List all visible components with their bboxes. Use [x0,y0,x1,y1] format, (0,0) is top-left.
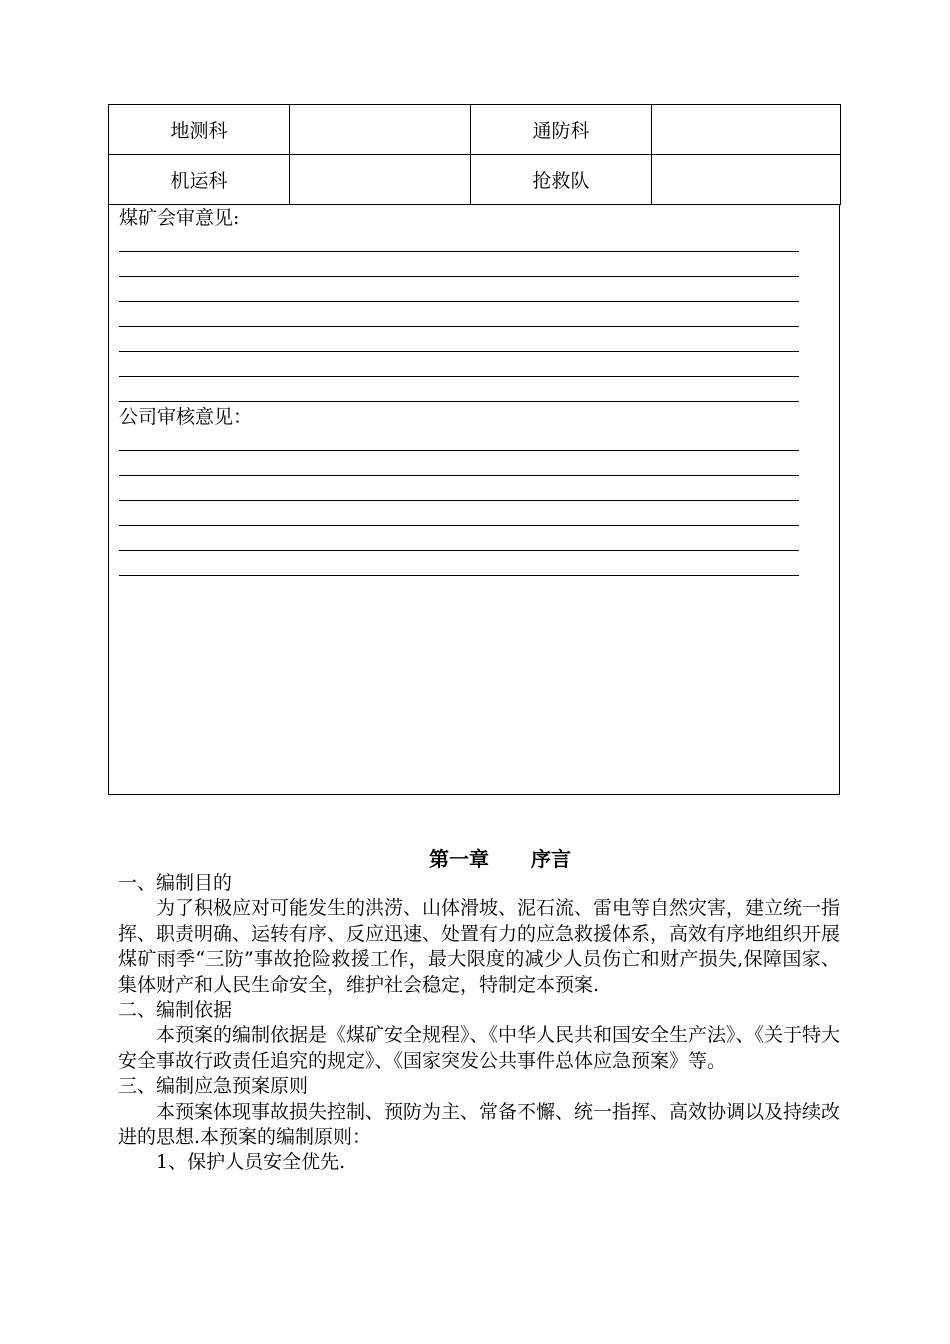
signature-cell [290,155,471,205]
company-review-label: 公司审核意见： [119,406,253,428]
writing-line [119,475,799,476]
section-heading: 一、编制目的 [118,872,233,894]
signature-cell [652,105,841,155]
signature-cell [290,105,471,155]
writing-line [119,500,799,501]
dept-name-cell: 地测科 [109,105,290,155]
writing-line [119,450,799,451]
chapter-heading [0,843,950,872]
signoff-table [108,104,841,205]
writing-line [119,575,799,576]
writing-line [119,301,799,302]
section-heading: 三、编制应急预案原则 [118,1075,309,1098]
signature-cell [652,155,841,205]
section-heading: 二、编制依据 [118,999,233,1022]
section-paragraph: 为了积极应对可能发生的洪涝、山体滑坡、泥石流、雷电等自然灾害，建立统一指挥、职责明确、运转有序、反应迅速、处置有力的应急救援体系，高效有序地组织开展煤矿雨季“三防”事故抢险救援工作，最大限度的减少人员伤亡和财产损失,保障国家、集体财产和人民生命安全，维护社会稳定，特制定本预案. [118,897,841,996]
section-paragraph: 本预案的编制依据是《煤矿安全规程》、《中华人民共和国安全生产法》、《关于特大安全事故行政责任追究的规定》、《国家突发公共事件总体应急预案》等。 [118,1024,841,1072]
writing-line [119,550,799,551]
dept-name-cell: 通防科 [471,105,652,155]
writing-line [119,376,799,377]
chapter-body [118,871,840,1176]
chapter-number: 第一章 [429,847,489,871]
writing-line [119,401,799,402]
mine-review-label: 煤矿会审意见: [119,207,240,229]
writing-line [119,525,799,526]
dept-name-cell: 抢救队 [471,155,652,205]
chapter-title: 序言 [531,847,571,871]
writing-line [119,276,799,277]
dept-name-cell: 机运科 [109,155,290,205]
table-row [109,155,841,205]
writing-line [119,351,799,352]
section-paragraph: 本预案体现事故损失控制、预防为主、常备不懈、统一指挥、高效协调以及持续改进的思想.本预案的编制原则： [118,1100,841,1149]
table-row [109,105,841,155]
list-item: 1、保护人员安全优先. [156,1151,346,1174]
writing-line [119,326,799,327]
writing-line [119,251,799,252]
review-opinions-box [108,204,840,795]
